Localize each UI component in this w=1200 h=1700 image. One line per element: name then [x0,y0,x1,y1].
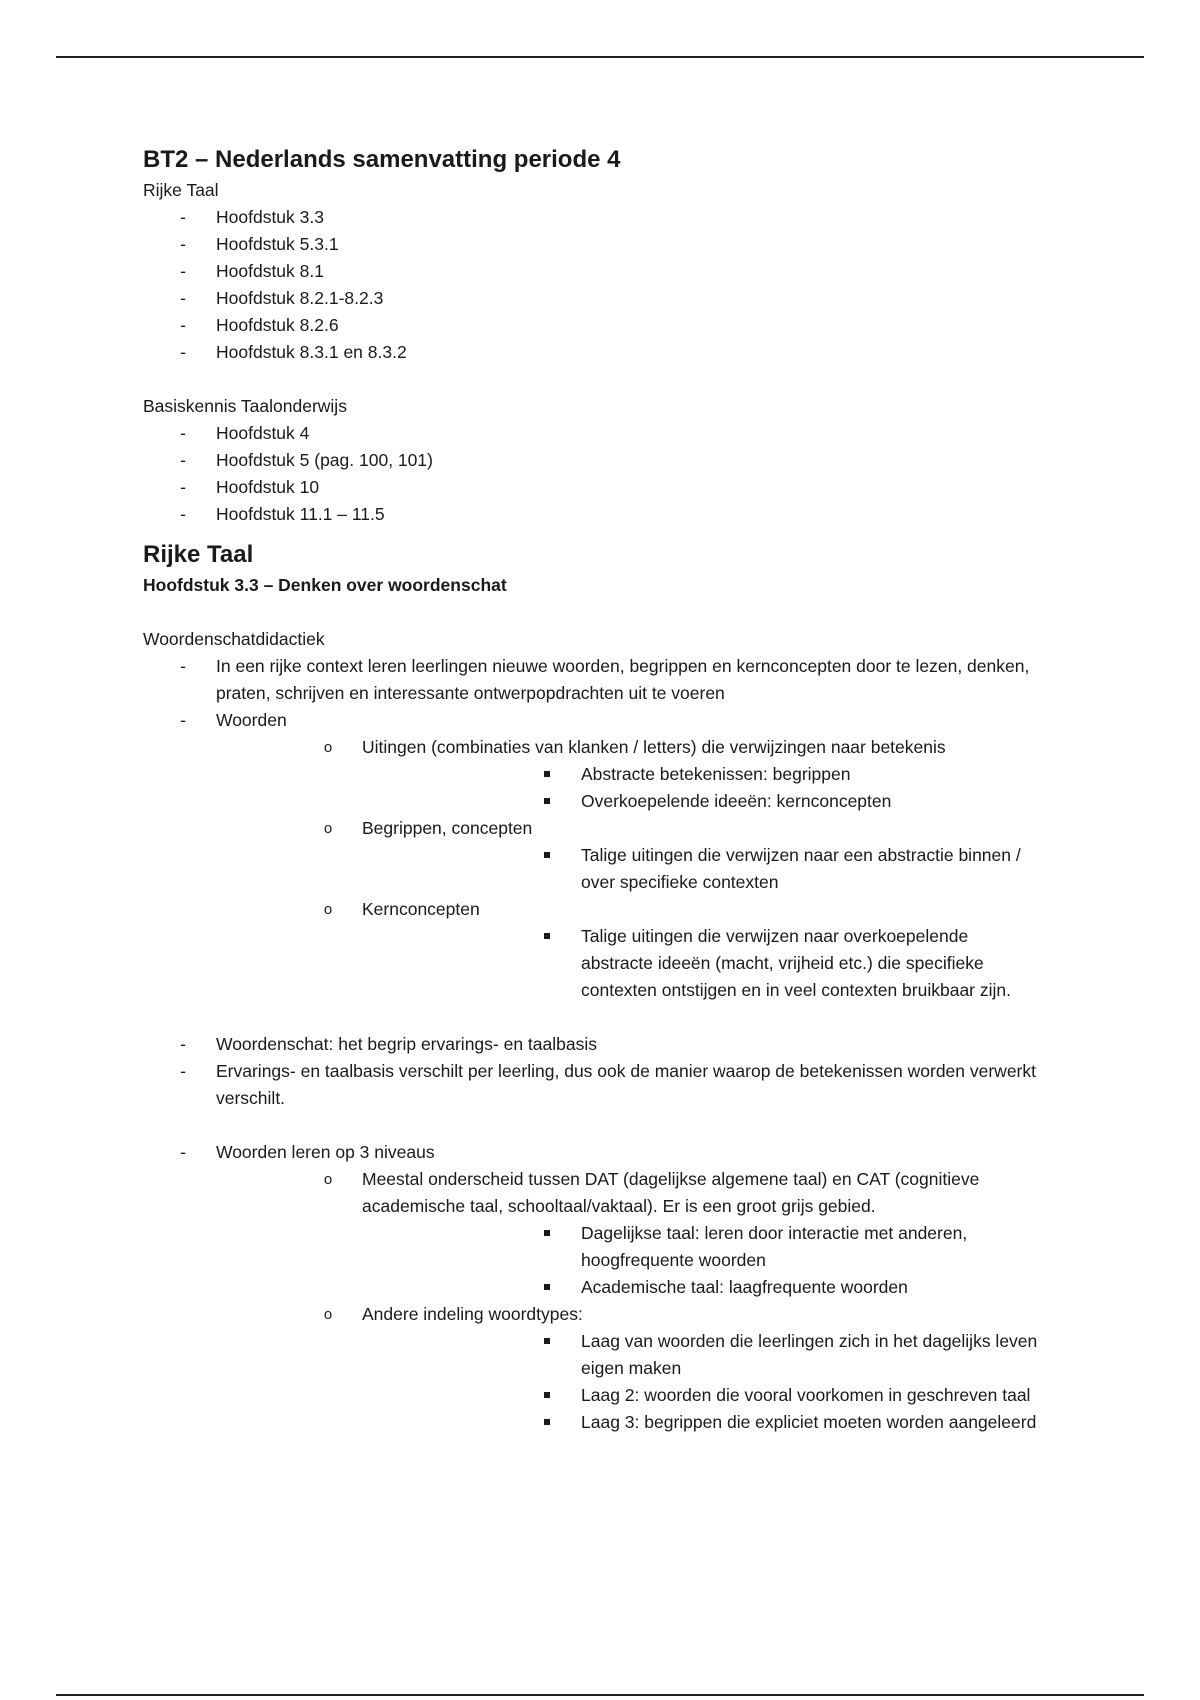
sub-list-item: o Meestal onderscheid tussen DAT (dagelijkse algemene taal) en CAT (cognitieve academische taal, schooltaal/vaktaal). Er is een groot grijs gebied. Dagelijkse taal: leren door interactie met anderen, hoogfrequente woorden Academische taal: laagfrequente woorden [216,1166,1043,1301]
document-body [143,143,1043,1436]
list-item: - Hoofdstuk 4 [180,423,310,443]
document-title: BT2 – Nederlands samenvatting periode 4 [143,146,621,173]
list-item: - Hoofdstuk 5 (pag. 100, 101) [180,450,433,470]
list-item: - Woorden leren op 3 niveaus o Meestal onderscheid tussen DAT (dagelijkse algemene taal) en CAT (cognitieve academische taal, schooltaal/vaktaal). Er is een groot grijs gebied. Dagelijkse taal: leren door interactie met anderen, hoogfrequente woorden Academische taal: laagfrequente woorden o Andere indeling woordtypes: Laag van woorden die leerlingen zich in het dagelijks leven eigen maken Laag 2: woorden die vooral voorkomen in geschreven taal Laag 3: begrippen die expliciet moeten worden aangeleerd [143,1139,1043,1436]
sub-sub-list-item: Laag 2: woorden die vooral voorkomen in geschreven taal [362,1382,1043,1409]
list-item: - Hoofdstuk 10 [180,477,320,497]
sub-list-item: o Kernconcepten Talige uitingen die verwijzen naar overkoepelende abstracte ideeën (macht, vrijheid etc.) die specifieke contexten ontstijgen en in veel contexten bruikbaar zijn. [216,896,1043,1004]
basiskennis-label: Basiskennis Taalonderwijs [143,396,347,416]
list-item: - Hoofdstuk 8.2.6 [180,315,339,335]
sub-list-item: o Begrippen, concepten Talige uitingen die verwijzen naar een abstractie binnen / over specifieke contexten [216,815,1043,896]
rijke-taal-chapter-list [143,204,1043,366]
sub-sub-list-item: Talige uitingen die verwijzen naar een abstractie binnen / over specifieke contexten [362,842,1043,896]
sub-sub-list-item: Dagelijkse taal: leren door interactie met anderen, hoogfrequente woorden [362,1220,1043,1274]
list-item: - In een rijke context leren leerlingen nieuwe woorden, begrippen en kernconcepten door te lezen, denken, praten, schrijven en interessante ontwerpopdrachten uit te voeren [180,656,1030,703]
list-item: - Hoofdstuk 5.3.1 [180,234,339,254]
chapter-subheading: Hoofdstuk 3.3 – Denken over woordenschat [143,575,507,595]
basiskennis-chapter-list [143,420,1043,528]
sub-list-item: o Andere indeling woordtypes: Laag van woorden die leerlingen zich in het dagelijks leven eigen maken Laag 2: woorden die vooral voorkomen in geschreven taal Laag 3: begrippen die expliciet moeten worden aangeleerd [216,1301,1043,1436]
footer-rule [56,1694,1144,1696]
list-item: - Woordenschat: het begrip ervarings- en taalbasis [180,1034,598,1054]
rijke-taal-label: Rijke Taal [143,180,219,200]
list-item: - Ervarings- en taalbasis verschilt per leerling, dus ook de manier waarop de betekenissen worden verwerkt verschilt. [180,1061,1036,1108]
sub-sub-list-item: Abstracte betekenissen: begrippen [362,761,1043,788]
list-item: - Woorden o Uitingen (combinaties van klanken / letters) die verwijzingen naar betekenis Abstracte betekenissen: begrippen Overkoepelende ideeën: kernconcepten o Begrippen, concepten Talige uitingen die verwijzen naar een abstractie binnen / over specifieke contexten o Kernconcepten Talige uitingen die verwijzen naar overkoepelende abstracte ideeën (macht, vrijheid etc.) die specifieke contexten ontstijgen en in veel contexten bruikbaar zijn. [143,707,1043,1004]
sub-sub-list-item: Laag 3: begrippen die expliciet moeten worden aangeleerd [362,1409,1043,1436]
sub-sub-list-item: Overkoepelende ideeën: kernconcepten [362,788,1043,815]
sub-list-item: o Uitingen (combinaties van klanken / letters) die verwijzingen naar betekenis Abstracte betekenissen: begrippen Overkoepelende ideeën: kernconcepten [216,734,1043,815]
section-heading: Rijke Taal [143,541,254,568]
niveaus-list [143,1139,1043,1436]
list-item: - Hoofdstuk 11.1 – 11.5 [180,504,385,524]
list-item: - Hoofdstuk 8.2.1-8.2.3 [180,288,384,308]
sub-sub-list-item: Laag van woorden die leerlingen zich in het dagelijks leven eigen maken [362,1328,1043,1382]
taalbasis-list [143,1031,1043,1112]
topic-label: Woordenschatdidactiek [143,629,325,649]
header-rule [56,56,1144,58]
list-item: - Hoofdstuk 8.1 [180,261,324,281]
sub-sub-list-item: Academische taal: laagfrequente woorden [362,1274,1043,1301]
woordenschat-list [143,653,1043,1004]
list-item: - Hoofdstuk 3.3 [180,207,324,227]
list-item: - Hoofdstuk 8.3.1 en 8.3.2 [180,342,407,362]
sub-sub-list-item: Talige uitingen die verwijzen naar overkoepelende abstracte ideeën (macht, vrijheid etc.) die specifieke contexten ontstijgen en in veel contexten bruikbaar zijn. [362,923,1043,1004]
